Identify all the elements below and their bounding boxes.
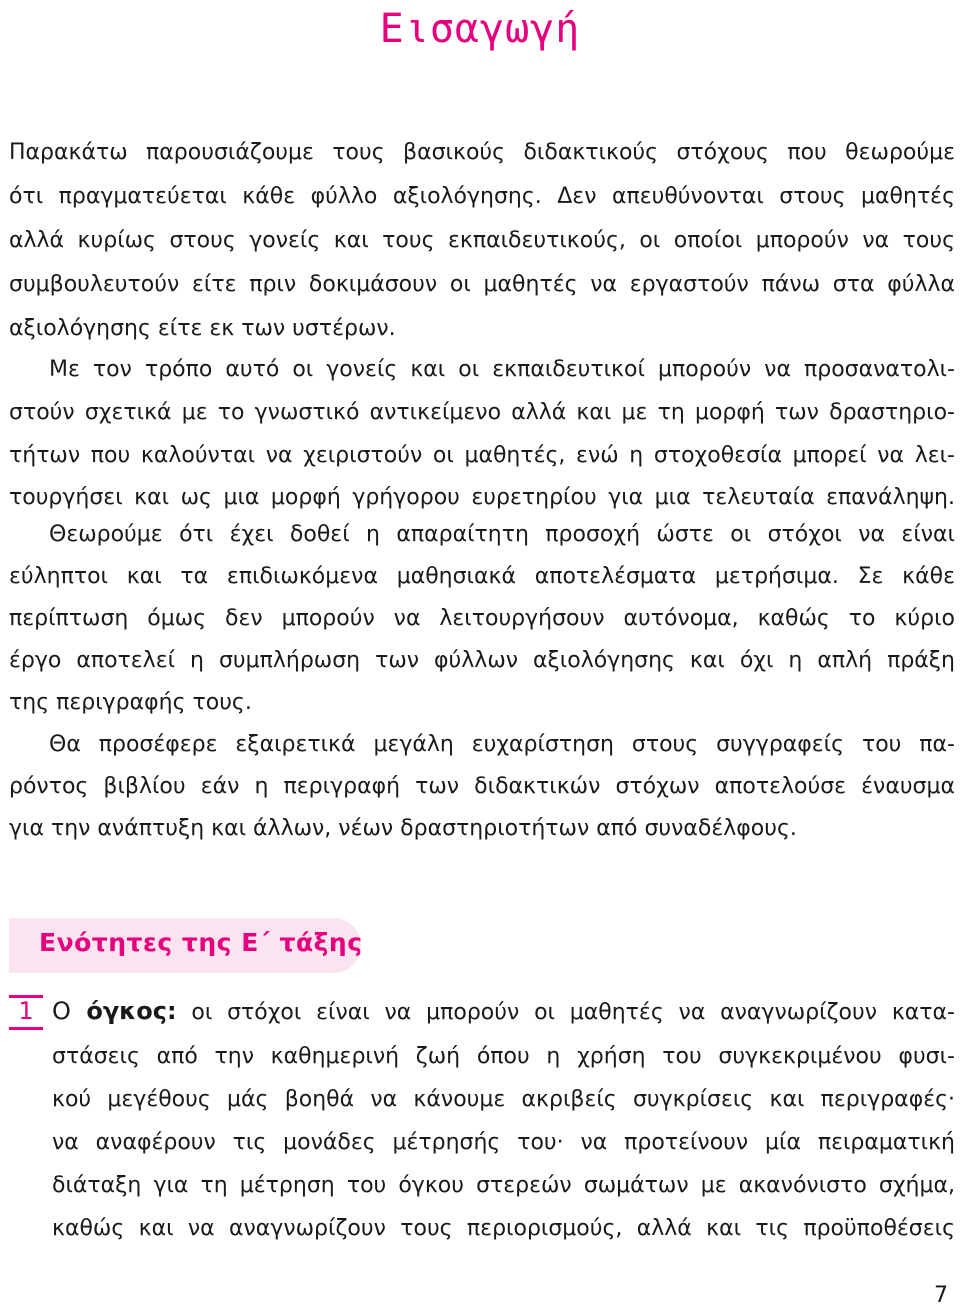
section-heading: Ενότητες της Ε΄ τάξης bbox=[39, 928, 363, 957]
item1-line: καθώς και να αναγνωρίζουν τους περιορισμούς, αλλά και τις προϋποθέσεις bbox=[52, 1216, 955, 1241]
paragraph2-line: τήτων που καλούνται να χειριστούν οι μαθητές, ενώ η στοχοθεσία μπορεί να λει- bbox=[9, 443, 955, 468]
paragraph3-line: εύληπτοι και τα επιδιωκόμενα μαθησιακά αποτελέσματα μετρήσιμα. Σε κάθε bbox=[9, 564, 955, 589]
item1-line: διάταξη για τη μέτρηση του όγκου στερεών σωμάτων με ακανόνιστο σχήμα, bbox=[52, 1173, 955, 1198]
paragraph2-line: Με τον τρόπο αυτό οι γονείς και οι εκπαιδευτικοί μπορούν να προσανατολι- bbox=[49, 357, 955, 382]
intro-line: συμβουλευτούν είτε πριν δοκιμάσουν οι μαθητές να εργαστούν πάνω στα φύλλα bbox=[9, 272, 955, 297]
item1-line: να αναφέρουν τις μονάδες μέτρησής του· να προτείνουν μία πειραματική bbox=[52, 1130, 955, 1155]
item1-first-line-text: οι στόχοι είναι να μπορούν οι μαθητές να αναγνωρίζουν κατα- bbox=[176, 1000, 955, 1025]
item1-first-line bbox=[52, 997, 955, 1025]
paragraph3-line: της περιγραφής τους. bbox=[9, 690, 252, 715]
paragraph3-line: περίπτωση όμως δεν μπορούν να λειτουργήσουν αυτόνομα, καθώς το κύριο bbox=[9, 606, 955, 631]
paragraph2-line: τουργήσει και ως μια μορφή γρήγορου ευρετηρίου για μια τελευταία επανάληψη. bbox=[9, 485, 955, 510]
item-number: 1 bbox=[18, 997, 34, 1025]
paragraph4-line: Θα προσέφερε εξαιρετικά μεγάλη ευχαρίστηση στους συγγραφείς του πα- bbox=[49, 732, 955, 757]
item1-line: στάσεις από την καθημερινή ζωή όπου η χρήση του συγκεκριμένου φυσι- bbox=[52, 1044, 955, 1069]
item1-label-bold: όγκος: bbox=[86, 997, 177, 1025]
intro-line: Παρακάτω παρουσιάζουμε τους βασικούς διδακτικούς στόχους που θεωρούμε bbox=[9, 140, 955, 165]
intro-line: αλλά κυρίως στους γονείς και τους εκπαιδευτικούς, οι οποίοι μπορούν να τους bbox=[9, 228, 955, 253]
page-title: Εισαγωγή bbox=[379, 6, 581, 52]
intro-line: αξιολόγησης είτε εκ των υστέρων. bbox=[9, 316, 396, 341]
intro-line: ότι πραγματεύεται κάθε φύλλο αξιολόγησης. Δεν απευθύνονται στους μαθητές bbox=[9, 184, 955, 209]
item1-line: κού μεγέθους μάς βοηθά να κάνουμε ακριβείς συγκρίσεις και περιγραφές· bbox=[52, 1087, 955, 1112]
item1-label-plain: Ο bbox=[52, 997, 87, 1025]
paragraph2-line: στούν σχετικά με το γνωστικό αντικείμενο αλλά και με τη μορφή των δραστηριο- bbox=[9, 400, 955, 425]
paragraph4-line: ρόντος βιβλίου εάν η περιγραφή των διδακτικών στόχων αποτελούσε έναυσμα bbox=[9, 774, 955, 799]
paragraph3-line: έργο αποτελεί η συμπλήρωση των φύλλων αξιολόγησης και όχι η απλή πράξη bbox=[9, 648, 955, 673]
paragraph3-line: Θεωρούμε ότι έχει δοθεί η απαραίτητη προσοχή ώστε οι στόχοι να είναι bbox=[49, 522, 955, 547]
page-number: 7 bbox=[934, 1283, 948, 1308]
paragraph4-line: για την ανάπτυξη και άλλων, νέων δραστηριοτήτων από συναδέλφους. bbox=[9, 816, 797, 841]
